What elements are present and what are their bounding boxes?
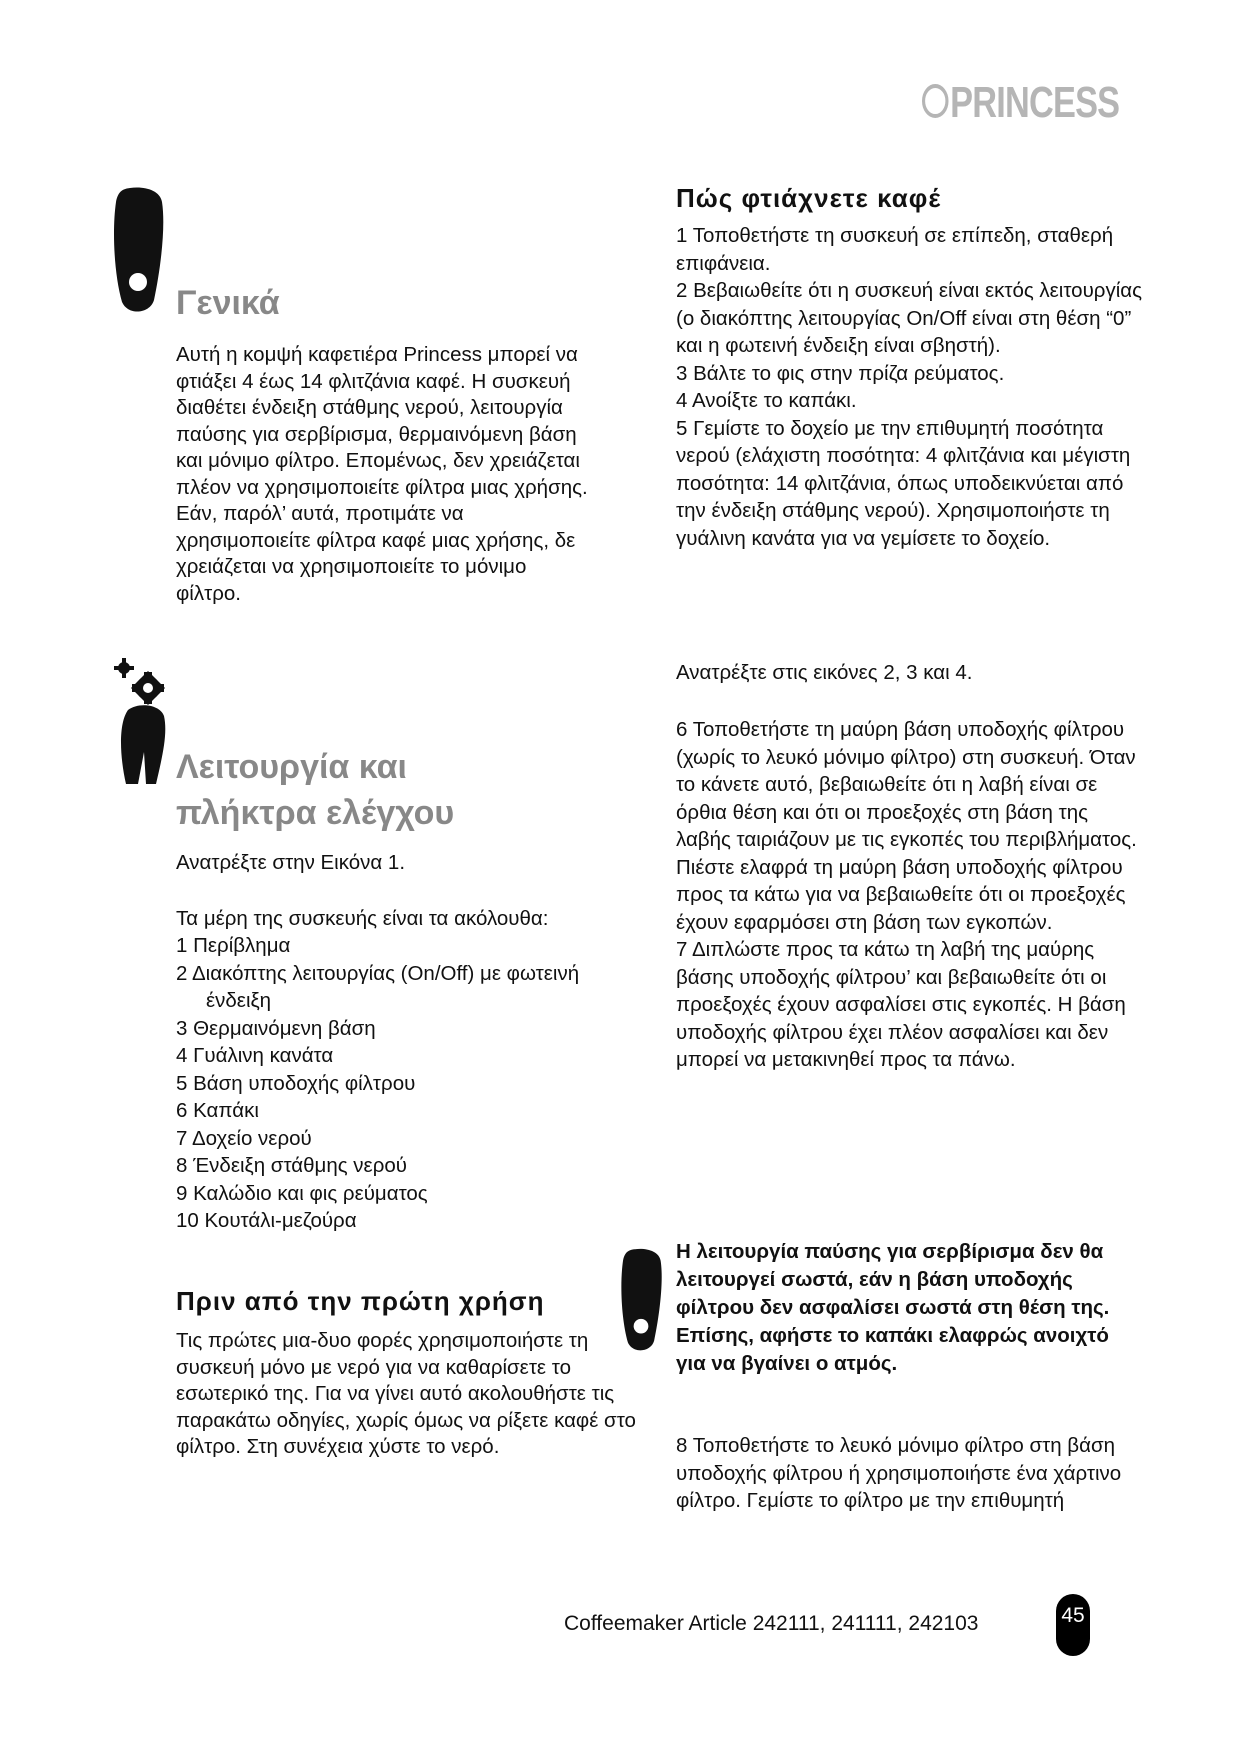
howto-steps-c [676, 1432, 1146, 1515]
list-item: 3 Βάλτε το φις στην πρίζα ρεύματος. [676, 361, 1005, 385]
controls-title [176, 744, 454, 836]
first-use-body: Τις πρώτες μια-δυο φορές χρησιμοποιήστε τη συσκευή μόνο με νερό για να καθαρίσετε το εσωτερικό της. Για να γίνει αυτό ακολουθήστε τις παρακάτω οδηγίες, χωρίς όμως να ρίξετε καφέ στο φίλτρο. Στη συνέχεια χύστε το νερό. [176, 1329, 636, 1458]
parts-intro: Τα μέρη της συσκευής είναι τα ακόλουθα: [176, 907, 549, 930]
list-item: 5 Γεμίστε το δοχείο με την επιθυμητή ποσότητα νερού (ελάχιστη ποσότητα: 4 φλιτζάνια και μέγιστη ποσότητα: 14 φλιτζάνια, όπως υποδεικνύεται από την ένδειξη στάθμης νερού). Χρησιμοποιήστε τη γυάλινη κανάτα για να γεμίσετε το δοχείο. [676, 416, 1131, 550]
page-number: 45 [1056, 1594, 1090, 1656]
list-item: 7 Διπλώστε προς τα κάτω τη λαβή της μαύρης βάσης υποδοχής φίλτρου’ και βεβαιωθείτε ότι οι προεξοχές έχουν ασφαλίσει στις εγκοπές. Η βάση υποδοχής φίλτρου έχει πλέον ασφαλίσει και δεν μπορεί να μετακινηθεί προς τα πάνω. [676, 938, 1126, 1071]
parts-list [176, 932, 596, 1235]
list-item: 8 Τοποθετήστε το λευκό μόνιμο φίλτρο στη βάση υποδοχής φίλτρου ή χρησιμοποιήστε ένα χάρτινο φίλτρο. Γεμίστε το φίλτρο με την επιθυμητή [676, 1434, 1122, 1512]
gear-person-icon [112, 658, 172, 786]
list-item: 7 Δοχείο νερού [176, 1126, 312, 1150]
list-item: 6 Τοποθετήστε τη μαύρη βάση υποδοχής φίλτρου (χωρίς το λευκό μόνιμο φίλτρο) στη συσκευή. Όταν το κάνετε αυτό, βεβαιωθείτε ότι η λαβή είναι σε όρθια θέση και ότι οι προεξοχές στη βάση της λαβής ταιριάζουν με τις εγκοπές του περιβλήματος. Πιέστε ελαφρά τη μαύρη βάση υποδοχής φίλτρου προς τα κάτω για να βεβαιωθείτε ότι οι προεξοχές έχουν εφαρμόσει στη βάση των εγκοπών. [676, 718, 1137, 934]
controls-ref: Ανατρέξτε στην Εικόνα 1. [176, 851, 406, 874]
exclamation-icon [618, 1246, 664, 1354]
list-item: 1 Τοποθετήστε τη συσκευή σε επίπεδη, σταθερή επιφάνεια. [676, 224, 1114, 275]
general-title: Γενικά [176, 284, 280, 322]
first-use-title: Πριν από την πρώτη χρήση [176, 1286, 545, 1316]
list-item: 8 Ένδειξη στάθμης νερού [176, 1154, 407, 1177]
list-item: 2 Βεβαιωθείτε ότι η συσκευή είναι εκτός λειτουργίας (ο διακόπτης λειτουργίας On/Off είναι στη θέση “0” και η φωτεινή ένδειξη είναι σβηστή). [676, 279, 1142, 357]
list-item: 9 Καλώδιο και φις ρεύματος [176, 1181, 428, 1205]
logo-circle-icon [922, 84, 949, 118]
howto-ref: Ανατρέξτε στις εικόνες 2, 3 και 4. [676, 661, 973, 684]
exclamation-icon [110, 184, 166, 316]
list-item: 2 Διακόπτης λειτουργίας (On/Off) με φωτεινή ένδειξη [176, 961, 580, 1012]
list-item: 3 Θερμαινόμενη βάση [176, 1016, 376, 1040]
warning-text: Η λειτουργία παύσης για σερβίρισμα δεν θα λειτουργεί σωστά, εάν η βάση υποδοχής φίλτρου δεν ασφαλίσει σωστά στη θέση της. Επίσης, αφήστε το καπάκι ελαφρώς ανοιχτό για να βγαίνει ο ατμός. [676, 1240, 1110, 1375]
brand-logo: PRINCESS [922, 78, 1119, 128]
list-item: 5 Βάση υποδοχής φίλτρου [176, 1071, 416, 1095]
list-item: 6 Καπάκι [176, 1099, 259, 1122]
controls-title-line2: πλήκτρα ελέγχου [176, 794, 455, 832]
howto-steps-a [676, 222, 1146, 552]
list-item: 4 Γυάλινη κανάτα [176, 1044, 334, 1067]
list-item: 1 Περίβλημα [176, 934, 291, 957]
howto-steps-b [676, 716, 1146, 1074]
general-body: Αυτή η κομψή καφετιέρα Princess μπορεί να φτιάξει 4 έως 14 φλιτζάνια καφέ. Η συσκευή διαθέτει ένδειξη στάθμης νερού, λειτουργία παύσης για σερβίρισμα, θερμαινόμενη βάση και μόνιμο φίλτρο. Επομένως, δεν χρειάζεται πλέον να χρησιμοποιείτε φίλτρα μιας χρήσης. Εάν, παρόλ’ αυτά, προτιμάτε να χρησιμοποιείτε φίλτρα καφέ μιας χρήσης, δε χρειάζεται να χρησιμοποιείτε το μόνιμο φίλτρο. [176, 343, 588, 605]
footer-article: Coffeemaker Article 242111, 241111, 242103 [564, 1612, 979, 1635]
controls-title-line1: Λειτουργία και [176, 748, 407, 786]
howto-title: Πώς φτιάχνετε καφέ [676, 183, 942, 213]
list-item: 10 Κουτάλι-μεζούρα [176, 1209, 357, 1232]
list-item: 4 Ανοίξτε το καπάκι. [676, 389, 857, 412]
